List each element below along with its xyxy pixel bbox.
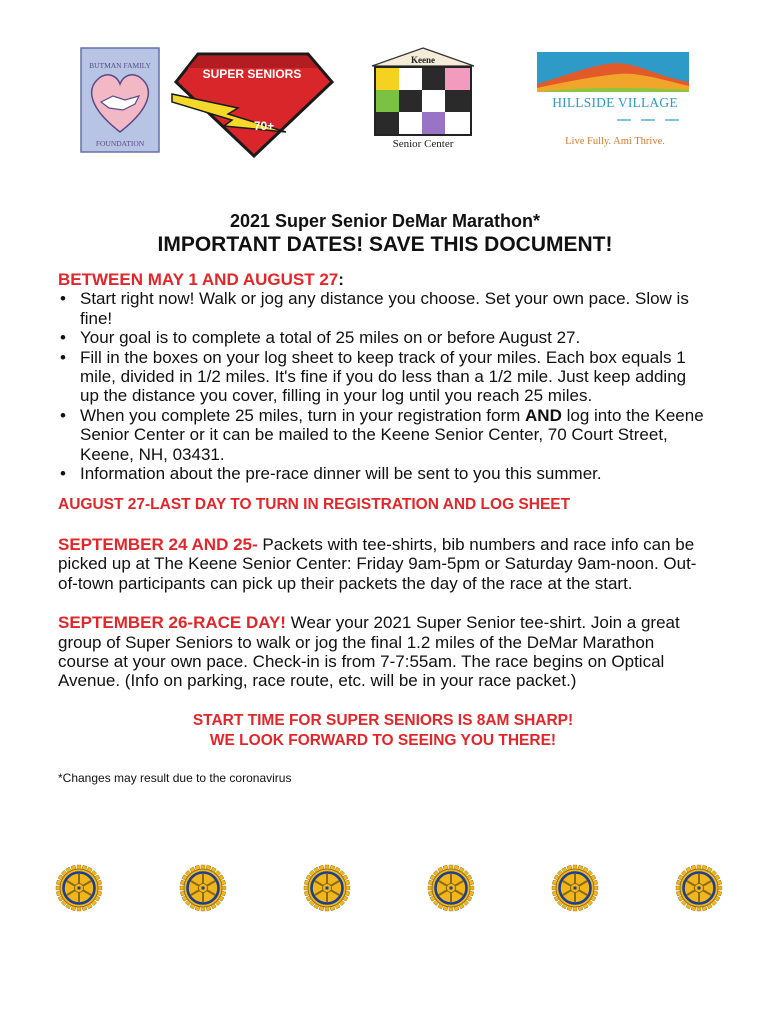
event-title: 2021 Super Senior DeMar Marathon* — [229, 211, 541, 231]
rotary-wheel-icon — [179, 864, 227, 912]
butman-top-text: BUTMAN FAMILY — [89, 61, 151, 70]
section-may-august-date: BETWEEN MAY 1 AND AUGUST 27 — [58, 270, 339, 289]
list-item: • Information about the pre-race dinner will be sent to you this summer. — [58, 464, 708, 483]
start-time-line: START TIME FOR SUPER SENIORS IS 8AM SHARP! — [192, 711, 574, 729]
list-item — [58, 406, 708, 464]
coronavirus-footnote: *Changes may result due to the coronavirus — [58, 770, 292, 785]
keene-top-text: Keene — [411, 55, 435, 65]
butman-bottom-text: FOUNDATION — [95, 139, 145, 148]
race-day-heading: SEPTEMBER 26-RACE DAY! — [58, 613, 286, 633]
closing-message — [58, 711, 708, 751]
august-deadline: AUGUST 27-LAST DAY TO TURN IN REGISTRATION AND LOG SHEET — [58, 496, 571, 514]
butman-family-foundation-logo — [79, 46, 161, 154]
list-item: • Start right now! Walk or jog any distance you choose. Set your own pace. Slow is fine! — [58, 289, 708, 328]
rotary-wheel-icon — [675, 864, 723, 912]
rotary-wheel-icon — [55, 864, 103, 912]
bullet4-bold: AND — [525, 405, 562, 425]
keene-caption: Senior Center — [392, 138, 454, 150]
super-seniors-logo — [168, 50, 336, 158]
rotary-emblem-row — [55, 864, 725, 914]
instructions-list — [58, 289, 708, 483]
race-day-body: Wear your 2021 Super Senior tee-shirt. Join a great group of Super Seniors to walk or jog the final 1.2 miles of the DeMar Marathon course at your own pace. Check-in is from 7-7:55am. The race begins on Optical Avenue. (Info on parking, race route, etc. will be in your race packet.) — [58, 613, 680, 691]
september-24-paragraph — [58, 535, 708, 593]
bullet4-pre: When you complete 25 miles, turn in your registration form — [80, 405, 526, 425]
race-day-paragraph — [58, 613, 708, 691]
list-item: • Your goal is to complete a total of 25 miles on or before August 27. — [58, 328, 708, 347]
section-may-august-colon: : — [338, 270, 344, 289]
september-24-body: Packets with tee-shirts, bib numbers and race info can be picked up at The Keene Senior Center: Friday 9am-5pm or Saturday 9am-noon. Out-of-town participants can pick up their packets the day of the race at the start. — [58, 534, 697, 593]
hillside-name: HILLSIDE VILLAGE — [552, 95, 678, 110]
see-you-line: WE LOOK FORWARD TO SEEING YOU THERE! — [209, 731, 557, 749]
super-seniors-name: SUPER SENIORS — [202, 67, 302, 81]
bullet4-post: log into the Keene Senior Center or it can be mailed to the Keene Senior Center, 70 Court Street, Keene, NH, 03431. — [80, 405, 704, 464]
rotary-wheel-icon — [551, 864, 599, 912]
hillside-tagline: Live Fully. Ami Thrive. — [565, 136, 665, 147]
document-body — [58, 270, 708, 788]
rotary-wheel-icon — [427, 864, 475, 912]
section-may-august-heading — [58, 270, 708, 289]
list-item: • Fill in the boxes on your log sheet to keep track of your miles. Each box equals 1 mile, divided in 1/2 miles. It's fine if you do less than a 1/2 mile. Just keep adding up the distance you cover, filling in your log until you reach 25 miles. — [58, 348, 708, 406]
super-seniors-age: 70+ — [253, 119, 275, 133]
rotary-wheel-icon — [303, 864, 351, 912]
september-24-heading: SEPTEMBER 24 AND 25- — [58, 534, 258, 554]
important-dates-heading: IMPORTANT DATES! SAVE THIS DOCUMENT! — [157, 233, 613, 256]
